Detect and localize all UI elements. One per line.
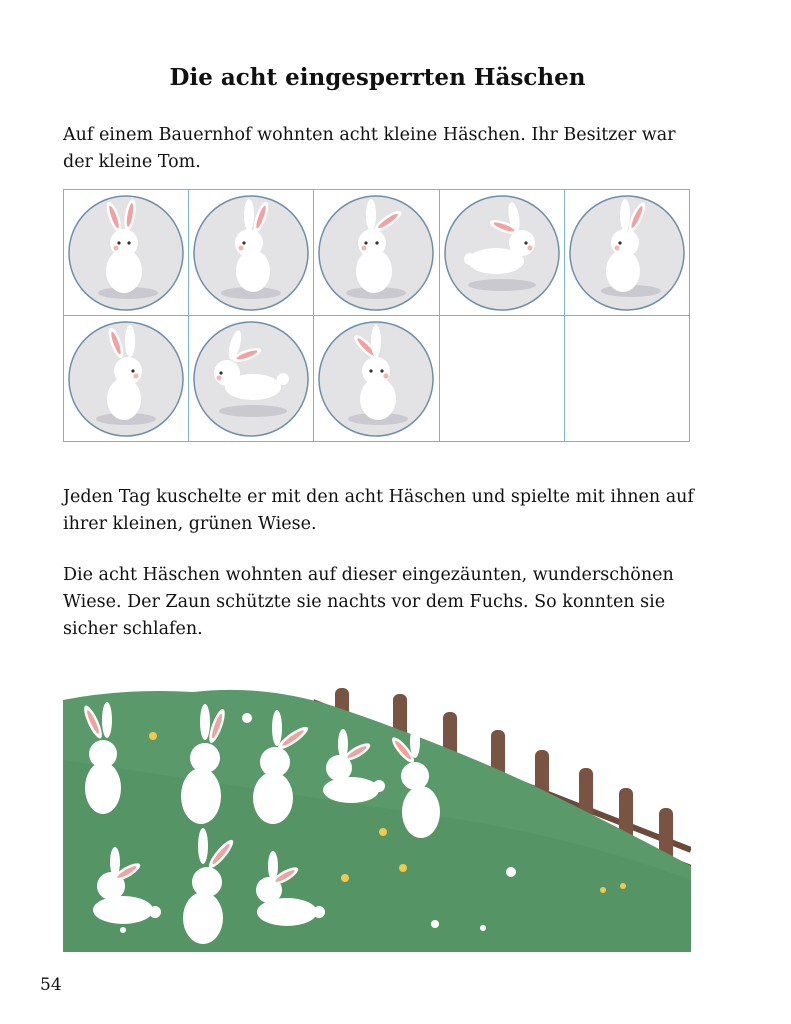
grid-cell-bunny bbox=[314, 190, 439, 316]
meadow-illustration bbox=[63, 640, 691, 952]
grid-cell-bunny bbox=[64, 316, 189, 442]
grid-cell-empty bbox=[565, 316, 690, 442]
grid-cell-bunny bbox=[189, 316, 314, 442]
grid-cell-bunny bbox=[314, 316, 439, 442]
grid-cell-bunny bbox=[189, 190, 314, 316]
grid-cell-bunny bbox=[64, 190, 189, 316]
bunny-sitting-icon bbox=[191, 193, 311, 313]
bunny-sitting-icon bbox=[66, 319, 186, 439]
page-title: Die acht eingesperrten Häschen bbox=[169, 64, 586, 91]
grid-cell-bunny bbox=[565, 190, 690, 316]
bunny-sitting-icon bbox=[316, 319, 436, 439]
paragraph-intro: Auf einem Bauernhof wohnten acht kleine Häschen. Ihr Besitzer war der kleine Tom. bbox=[63, 125, 676, 172]
paragraph-play: Jeden Tag kuschelte er mit den acht Häschen und spielte mit ihnen auf ihrer kleinen, grünen Wiese. bbox=[63, 487, 694, 534]
bunny-hopping-icon bbox=[191, 319, 311, 439]
grid-cell-empty bbox=[440, 316, 565, 442]
bunny-hopping-icon bbox=[442, 193, 562, 313]
bunny-sitting-icon bbox=[567, 193, 687, 313]
bunny-sitting-icon bbox=[66, 193, 186, 313]
bunny-sitting-icon bbox=[316, 193, 436, 313]
page-number: 54 bbox=[40, 975, 62, 995]
bunny-grid bbox=[63, 189, 690, 442]
paragraph-fence: Die acht Häschen wohnten auf dieser eingezäunten, wunderschönen Wiese. Der Zaun schützte sie nachts vor dem Fuchs. So konnten sie sicher schlafen. bbox=[63, 565, 674, 639]
grid-cell-bunny bbox=[440, 190, 565, 316]
